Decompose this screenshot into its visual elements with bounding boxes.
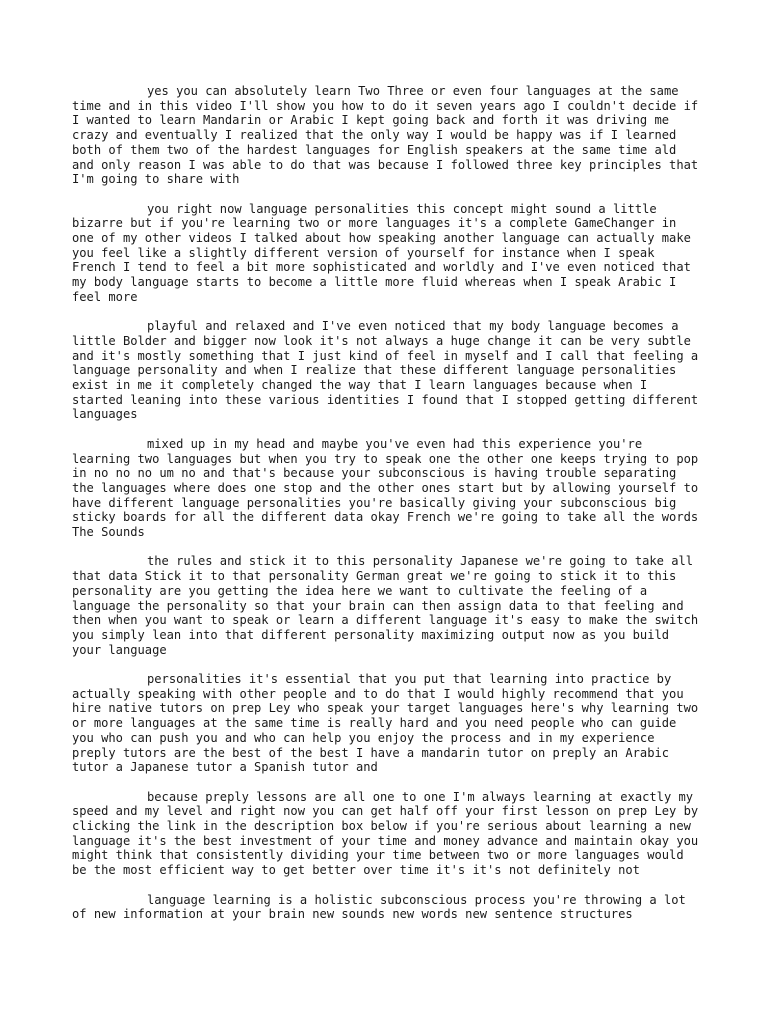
paragraph-3: playful and relaxed and I've even noticed that my body language becomes a little Bolder and bigger now look it's not always a huge change it can be very subtle and it's mostly something that I just kind of feel in myself and I call that feeling a language personality and when I realize that these different language personalities exist in me it completely changed the way that I learn languages because when I started leaning into these various identities I found that I stopped getting different languages <box>72 319 699 422</box>
paragraph-2: you right now language personalities this concept might sound a little bizarre but if you're learning two or more languages it's a complete GameChanger in one of my other videos I talked about how speaking another language can actually make you feel like a slightly different version of yourself for instance when I speak French I tend to feel a bit more sophisticated and worldly and I've even noticed that my body language starts to become a little more fluid whereas when I speak Arabic I feel more <box>72 201 691 304</box>
paragraph-5: the rules and stick it to this personality Japanese we're going to take all that data Stick it to that personality German great we're going to stick it to this personality are you getting the idea here we want to cultivate the feeling of a language the personality so that your brain can then assign data to that feeling and then when you want to speak or learn a different language it's easy to make the switch you simply lean into that different personality maximizing output now as you build your language <box>72 554 699 657</box>
paragraph-1: yes you can absolutely learn Two Three or even four languages at the same time and in this video I'll show you how to do it seven years ago I couldn't decide if I wanted to learn Mandarin or Arabic I kept going back and forth it was driving me crazy and eventually I realized that the only way I would be happy was if I learned both of them two of the hardest languages for English speakers at the same time ald and only reason I was able to do that was because I followed three key principles that I'm going to share with <box>72 84 699 187</box>
paragraph-8: language learning is a holistic subconscious process you're throwing a lot of new information at your brain new sounds new words new sentence structures <box>72 892 686 922</box>
paragraph-7: because preply lessons are all one to one I'm always learning at exactly my speed and my level and right now you can get half off your first lesson on prep Ley by clicking the link in the description box below if you're serious about learning a new language it's the best investment of your time and money advance and maintain okay you might think that consistently dividing your time between two or more languages would be the most efficient way to get better over time it's it's not definitely not <box>72 789 699 878</box>
paragraph-4: mixed up in my head and maybe you've even had this experience you're learning two languages but when you try to speak one the other one keeps trying to pop in no no no um no and that's because your subconscious is having trouble separating the languages where does one stop and the other ones start but by allowing yourself to have different language personalities you're basically giving your subconscious big sticky boards for all the different data okay French we're going to take all the words The Sounds <box>72 436 699 540</box>
document-page <box>72 84 702 937</box>
paragraph-6: personalities it's essential that you put that learning into practice by actually speaking with other people and to do that I would highly recommend that you hire native tutors on prep Ley who speak your target languages here's why learning two or more languages at the same time is really hard and you need people who can guide you who can push you and who can help you enjoy the process and in my experience preply tutors are the best of the best I have a mandarin tutor on preply an Arabic tutor a Japanese tutor a Spanish tutor and <box>72 672 699 775</box>
